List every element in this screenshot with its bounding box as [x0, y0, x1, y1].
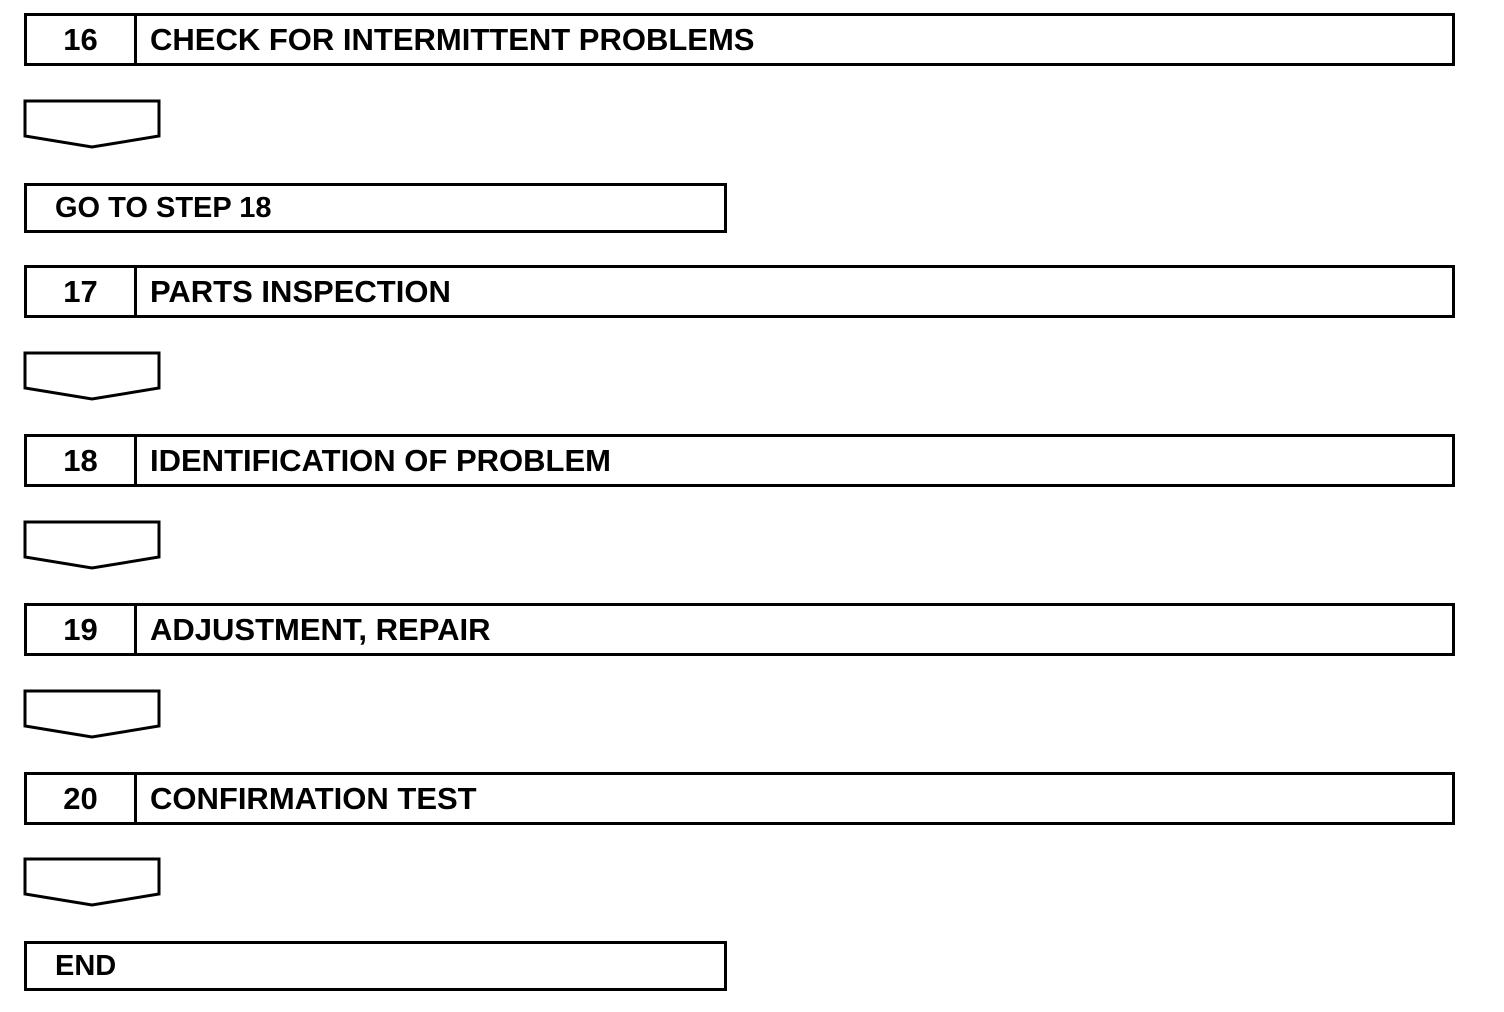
flow-arrow-3 — [22, 519, 162, 571]
step-16-box — [24, 13, 1455, 66]
end-box — [24, 941, 727, 991]
end-text: END — [55, 949, 117, 982]
step-17-box — [24, 265, 1455, 318]
step-19-title: ADJUSTMENT, REPAIR — [150, 611, 491, 647]
flow-arrow-1 — [22, 98, 162, 150]
step-17-title: PARTS INSPECTION — [150, 273, 451, 309]
goto-step-18-text: GO TO STEP 18 — [55, 191, 272, 224]
step-20-box — [24, 772, 1455, 825]
flow-arrow-4 — [22, 688, 162, 740]
step-17-number: 17 — [27, 268, 137, 315]
step-16-number: 16 — [27, 16, 137, 63]
step-19-box — [24, 603, 1455, 656]
goto-step-18-box — [24, 183, 727, 233]
step-18-number: 18 — [27, 437, 137, 484]
step-20-title: CONFIRMATION TEST — [150, 780, 477, 816]
step-18-title: IDENTIFICATION OF PROBLEM — [150, 442, 611, 478]
flow-arrow-5 — [22, 856, 162, 908]
flow-arrow-2 — [22, 350, 162, 402]
step-16-title: CHECK FOR INTERMITTENT PROBLEMS — [150, 21, 755, 57]
step-20-number: 20 — [27, 775, 137, 822]
step-18-box — [24, 434, 1455, 487]
step-19-number: 19 — [27, 606, 137, 653]
